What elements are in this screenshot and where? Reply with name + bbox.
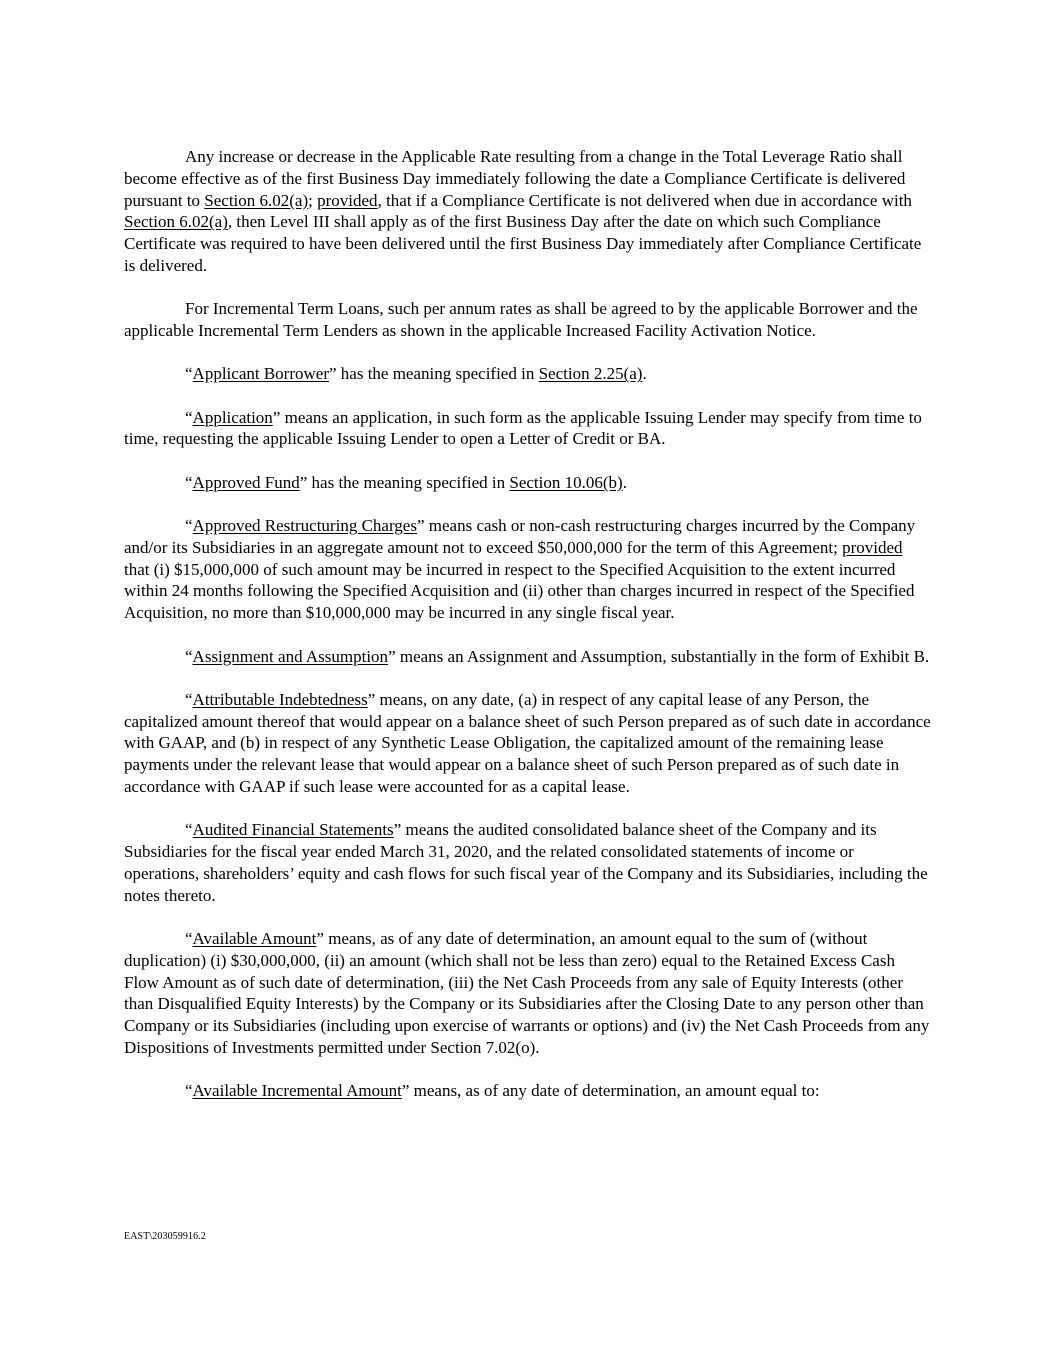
defined-term: Assignment and Assumption	[192, 646, 389, 666]
paragraph-text: ” means, as of any date of determination, an amount equal to the sum of (without duplication) (i) $30,000,000, (ii) an amount (which shall not be less than zero) equal to the Retained Excess Cash Flow Amount as of such date of determination, (iii) the Net Cash Proceeds from any sale of Equity Interests (other than Disqualified Equity Interests) by the Company or its Subsidiaries after the Closing Date to any person other than Company or its Subsidiaries (including upon exercise of warrants or options) and (iv) the Net Cash Proceeds from any Dispositions of Investments permitted under Section 7.02(o).	[124, 929, 930, 1057]
definition-application	[124, 407, 932, 451]
paragraph-text: ;	[308, 190, 318, 210]
defined-term: Audited Financial Statements	[192, 820, 394, 840]
defined-term: Available Incremental Amount	[192, 1081, 402, 1101]
definition-applicant-borrower	[124, 363, 932, 385]
section-reference: Section 2.25(a)	[538, 364, 643, 384]
paragraph-text: ” means cash or non-cash restructuring charges incurred by the Company and/or its Subsidiaries in an aggregate amount not to exceed $50,000,000 for the term of this Agreement;	[124, 516, 916, 557]
document-body	[124, 146, 932, 1102]
paragraph-text: that (i) $15,000,000 of such amount may be incurred in respect to the Specified Acquisition to the extent incurred within 24 months following the Specified Acquisition and (ii) other than charges incurred in respect of the Specified Acquisition, no more than $10,000,000 may be incurred in any single fiscal year.	[124, 559, 915, 623]
defined-term: Applicant Borrower	[192, 364, 329, 384]
defined-term: Available Amount	[192, 929, 317, 949]
defined-term: Approved Restructuring Charges	[192, 516, 417, 536]
open-quote: “	[185, 689, 193, 709]
open-quote: “	[185, 1081, 193, 1101]
definition-available-incremental-amount	[124, 1080, 932, 1102]
paragraph-text: ” means an application, in such form as the applicable Issuing Lender may specify from time to time, requesting the applicable Issuing Lender to open a Letter of Credit or BA.	[124, 407, 922, 449]
open-quote: “	[185, 820, 193, 840]
paragraph-applicable-rate-adjustment	[124, 146, 932, 277]
paragraph-text: ” means, as of any date of determination, an amount equal to:	[401, 1081, 820, 1101]
open-quote: “	[185, 472, 193, 492]
defined-term: Approved Fund	[192, 472, 300, 492]
definition-approved-fund	[124, 472, 932, 494]
open-quote: “	[185, 646, 193, 666]
section-reference: Section 10.06(b)	[509, 472, 623, 492]
paragraph-text: .	[622, 472, 627, 492]
paragraph-text: For Incremental Term Loans, such per annum rates as shall be agreed to by the applicable Borrower and the applicable Incremental Term Lenders as shown in the applicable Increased Facility Activation Notice.	[124, 299, 918, 341]
provided-term: provided	[317, 190, 378, 210]
open-quote: “	[185, 407, 193, 427]
paragraph-text: ” has the meaning specified in	[299, 472, 510, 492]
paragraph-text: ” means, on any date, (a) in respect of any capital lease of any Person, the capitalized amount thereof that would appear on a balance sheet of such Person prepared as of such date in accordance with GAAP, and (b) in respect of any Synthetic Lease Obligation, the capitalized amount of the remaining lease payments under the relevant lease that would appear on a balance sheet of such Person prepared as of such date in accordance with GAAP if such lease were accounted for as a capital lease.	[124, 689, 931, 797]
paragraph-text: .	[642, 364, 647, 384]
paragraph-text: , that if a Compliance Certificate is not delivered when due in accordance with	[377, 190, 912, 210]
paragraph-text: Any increase or decrease in the Applicable Rate resulting from a change in the Total Leverage Ratio shall become effective as of the first Business Day immediately following the date a Compliance Certificate is delivered pursuant to	[124, 147, 906, 210]
document-id-footer: EAST\203059916.2	[124, 1231, 206, 1242]
definition-available-amount	[124, 928, 932, 1059]
definition-audited-financial-statements	[124, 819, 932, 906]
section-reference: Section 6.02(a)	[124, 212, 228, 232]
section-reference: Section 6.02(a)	[204, 190, 309, 210]
defined-term: Attributable Indebtedness	[192, 689, 368, 709]
provided-term: provided	[842, 537, 903, 557]
paragraph-text: , then Level III shall apply as of the first Business Day after the date on which such Compliance Certificate was required to have been delivered until the first Business Day immediately after Compliance Certificate is delivered.	[124, 212, 922, 275]
paragraph-incremental-term-loans	[124, 298, 932, 342]
definition-approved-restructuring-charges	[124, 515, 932, 624]
defined-term: Application	[192, 407, 273, 427]
open-quote: “	[185, 516, 193, 536]
definition-assignment-and-assumption	[124, 646, 932, 668]
open-quote: “	[185, 929, 193, 949]
paragraph-text: ” means an Assignment and Assumption, substantially in the form of Exhibit B.	[388, 646, 930, 666]
definition-attributable-indebtedness	[124, 689, 932, 798]
paragraph-text: ” has the meaning specified in	[328, 364, 539, 384]
paragraph-text: ” means the audited consolidated balance sheet of the Company and its Subsidiaries for the fiscal year ended March 31, 2020, and the related consolidated statements of income or operations, shareholders’ equity and cash flows for such fiscal year of the Company and its Subsidiaries, including the notes thereto.	[124, 820, 928, 905]
open-quote: “	[185, 364, 193, 384]
